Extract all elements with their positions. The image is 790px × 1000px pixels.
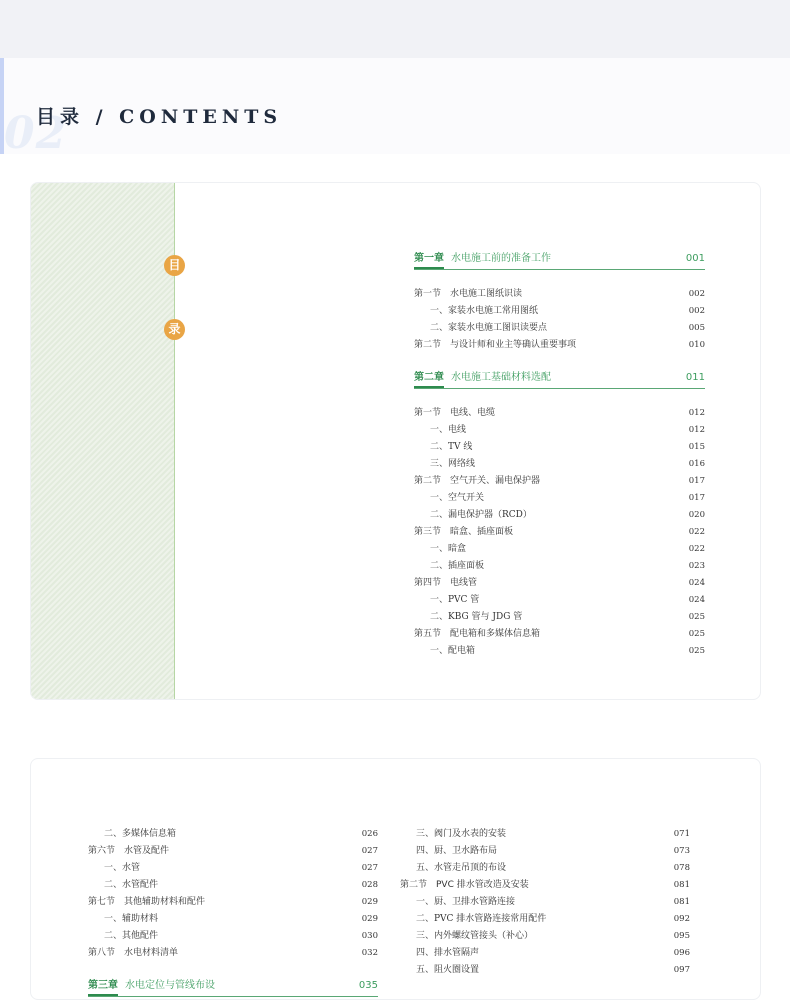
entry-page-number: 029 <box>361 914 378 924</box>
entry-title: 二、水管配件 <box>104 880 159 890</box>
chapter-page-number: 001 <box>685 253 705 264</box>
entry-title: 三、网络线 <box>430 459 476 469</box>
toc-subentry[interactable] <box>88 928 378 945</box>
entry-page-number: 023 <box>688 561 705 571</box>
entry-page-number: 017 <box>688 476 705 486</box>
toc-section-entry[interactable] <box>414 626 705 643</box>
toc-subentry[interactable] <box>88 826 378 843</box>
entry-title: 二、家装水电施工图识读要点 <box>430 323 548 333</box>
entry-title: 第八节 水电材料清单 <box>88 948 179 958</box>
entry-page-number: 028 <box>361 880 378 890</box>
entry-title: 二、其他配件 <box>104 931 159 941</box>
toc-chapter-heading[interactable] <box>414 370 705 389</box>
toc-subentry[interactable] <box>414 592 705 609</box>
entry-title: 一、暗盒 <box>430 544 467 554</box>
toc-subentry[interactable] <box>88 911 378 928</box>
entry-title: 三、阀门及水表的安装 <box>416 829 507 839</box>
entry-page-number: 015 <box>688 442 705 452</box>
toc-subentry[interactable] <box>414 507 705 524</box>
toc-list-1 <box>414 251 705 660</box>
entry-page-number: 005 <box>688 323 705 333</box>
entry-page-number: 032 <box>361 948 378 958</box>
toc-card-1 <box>30 182 761 700</box>
toc-section-entry[interactable] <box>88 843 378 860</box>
page-header <box>0 58 790 159</box>
toc-subentry[interactable] <box>414 303 705 320</box>
toc-subentry[interactable] <box>400 843 690 860</box>
page-title: 目录 / CONTENTS <box>36 106 283 128</box>
entry-title: 第六节 水管及配件 <box>88 846 170 856</box>
toc-subentry[interactable] <box>414 541 705 558</box>
entry-page-number: 016 <box>688 459 705 469</box>
toc-subentry[interactable] <box>88 877 378 894</box>
chapter-label: 第一章 <box>414 251 444 269</box>
toc-subentry[interactable] <box>414 490 705 507</box>
toc-section-entry[interactable] <box>400 877 690 894</box>
toc-section-entry[interactable] <box>414 405 705 422</box>
toc-subentry[interactable] <box>414 609 705 626</box>
toc-spacer <box>88 962 378 978</box>
chapter-label: 第三章 <box>88 978 118 996</box>
toc-subentry[interactable] <box>414 439 705 456</box>
toc-subentry[interactable] <box>88 860 378 877</box>
toc-chapter-heading[interactable] <box>414 251 705 270</box>
toc-section-entry[interactable] <box>414 524 705 541</box>
entry-page-number: 078 <box>673 863 690 873</box>
toc-section-entry[interactable] <box>414 473 705 490</box>
entry-page-number: 012 <box>688 408 705 418</box>
chapter-title: 水电施工基础材料选配 <box>451 372 551 383</box>
entry-page-number: 025 <box>688 646 705 656</box>
entry-title: 四、厨、卫水路布局 <box>416 846 498 856</box>
entry-title: 五、阻火圈设置 <box>416 965 480 975</box>
chapter-title: 水电定位与管线布设 <box>125 980 215 991</box>
toc-subentry[interactable] <box>400 894 690 911</box>
entry-title: 二、TV 线 <box>430 442 473 452</box>
entry-page-number: 030 <box>361 931 378 941</box>
entry-title: 二、KBG 管与 JDG 管 <box>430 612 523 622</box>
entry-title: 第四节 电线管 <box>414 578 478 588</box>
entry-page-number: 027 <box>361 863 378 873</box>
chapter-title: 水电施工前的准备工作 <box>451 253 551 264</box>
toc-spacer <box>414 270 705 286</box>
entry-page-number: 092 <box>673 914 690 924</box>
entry-title: 第二节 PVC 排水管改造及安装 <box>400 880 529 890</box>
entry-title: 一、配电箱 <box>430 646 476 656</box>
entry-page-number: 002 <box>688 306 705 316</box>
entry-title: 二、多媒体信息箱 <box>104 829 177 839</box>
entry-page-number: 002 <box>688 289 705 299</box>
chapter-page-number: 011 <box>685 372 705 383</box>
toc-subentry[interactable] <box>400 860 690 877</box>
toc-section-entry[interactable] <box>88 945 378 962</box>
toc-list-2-right <box>400 826 690 979</box>
toc-subentry[interactable] <box>400 928 690 945</box>
entry-page-number: 095 <box>673 931 690 941</box>
toc-subentry[interactable] <box>400 962 690 979</box>
entry-title: 第七节 其他辅助材料和配件 <box>88 897 206 907</box>
toc-chapter-heading[interactable] <box>88 978 378 997</box>
entry-title: 四、排水管隔声 <box>416 948 480 958</box>
entry-title: 一、家装水电施工常用图纸 <box>430 306 539 316</box>
entry-page-number: 024 <box>688 578 705 588</box>
toc-section-entry[interactable] <box>414 575 705 592</box>
entry-page-number: 097 <box>673 965 690 975</box>
entry-page-number: 012 <box>688 425 705 435</box>
entry-page-number: 081 <box>673 880 690 890</box>
decorative-stripe-panel <box>31 183 175 699</box>
entry-title: 第一节 水电施工图纸识读 <box>414 289 523 299</box>
entry-title: 三、内外螺纹管接头（补心） <box>416 931 534 941</box>
entry-page-number: 022 <box>688 527 705 537</box>
toc-subentry[interactable] <box>414 320 705 337</box>
entry-page-number: 017 <box>688 493 705 503</box>
entry-title: 第二节 与设计师和业主等确认重要事项 <box>414 340 577 350</box>
entry-title: 第一节 电线、电缆 <box>414 408 496 418</box>
toc-subentry[interactable] <box>414 422 705 439</box>
toc-subentry[interactable] <box>400 911 690 928</box>
toc-list-2-left <box>88 826 378 997</box>
toc-section-entry[interactable] <box>88 894 378 911</box>
toc-subentry[interactable] <box>414 558 705 575</box>
entry-title: 二、插座面板 <box>430 561 485 571</box>
entry-page-number: 026 <box>361 829 378 839</box>
entry-title: 一、PVC 管 <box>430 595 480 605</box>
entry-title: 二、漏电保护器（RCD） <box>430 510 532 520</box>
chapter-number-watermark: 02 <box>4 108 68 159</box>
toc-card-2 <box>30 758 761 1000</box>
toc-section-entry[interactable] <box>414 337 705 354</box>
toc-subentry[interactable] <box>400 826 690 843</box>
entry-page-number: 024 <box>688 595 705 605</box>
entry-title: 一、电线 <box>430 425 467 435</box>
toc-subentry[interactable] <box>414 643 705 660</box>
entry-title: 第三节 暗盒、插座面板 <box>414 527 514 537</box>
entry-page-number: 020 <box>688 510 705 520</box>
toc-spacer <box>414 389 705 405</box>
badge-mu: 目 <box>164 255 185 276</box>
badge-lu: 录 <box>164 319 185 340</box>
entry-title: 第二节 空气开关、漏电保护器 <box>414 476 541 486</box>
top-band <box>0 0 790 58</box>
entry-title: 一、空气开关 <box>430 493 485 503</box>
entry-page-number: 022 <box>688 544 705 554</box>
entry-title: 五、水管走吊顶的布设 <box>416 863 507 873</box>
chapter-page-number: 035 <box>358 980 378 991</box>
entry-title: 一、辅助材料 <box>104 914 159 924</box>
entry-page-number: 025 <box>688 612 705 622</box>
entry-title: 二、PVC 排水管路连接常用配件 <box>416 914 547 924</box>
entry-title: 第五节 配电箱和多媒体信息箱 <box>414 629 541 639</box>
entry-page-number: 025 <box>688 629 705 639</box>
entry-page-number: 081 <box>673 897 690 907</box>
toc-spacer <box>414 354 705 370</box>
entry-page-number: 029 <box>361 897 378 907</box>
toc-section-entry[interactable] <box>414 286 705 303</box>
entry-page-number: 073 <box>673 846 690 856</box>
entry-page-number: 010 <box>688 340 705 350</box>
entry-title: 一、水管 <box>104 863 141 873</box>
entry-page-number: 096 <box>673 948 690 958</box>
entry-page-number: 027 <box>361 846 378 856</box>
entry-page-number: 071 <box>673 829 690 839</box>
toc-subentry[interactable] <box>400 945 690 962</box>
chapter-label: 第二章 <box>414 370 444 388</box>
toc-subentry[interactable] <box>414 456 705 473</box>
entry-title: 一、厨、卫排水管路连接 <box>416 897 516 907</box>
